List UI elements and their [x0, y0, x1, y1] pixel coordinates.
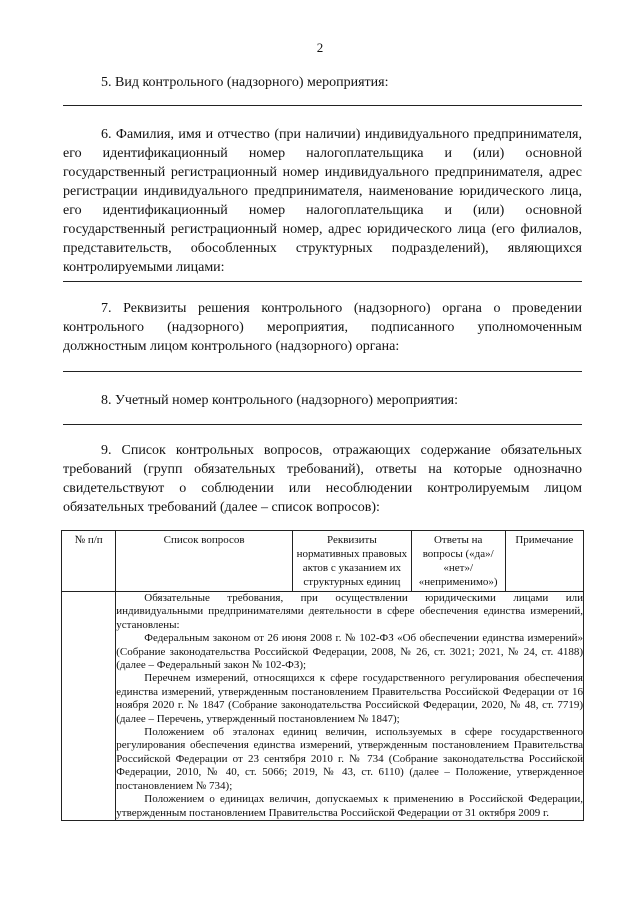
row-merged-text-cell	[116, 592, 584, 821]
section-5-text: 5. Вид контрольного (надзорного) мероприятия:	[101, 75, 389, 90]
table-header-row	[62, 531, 584, 592]
section-9-heading	[63, 441, 582, 517]
row-paragraph: Федеральным законом от 26 июня 2008 г. № 102-ФЗ «Об обеспечении единства измерений» (Собрание законодательства Российской Федерации, 2008, № 26, ст. 3021; 2021, № 24, ст. 4188) (далее – Федеральный закон № 102-ФЗ);	[116, 632, 583, 672]
questions-table	[61, 530, 584, 821]
row-number-cell	[62, 592, 116, 821]
section-6-heading	[63, 125, 582, 277]
header-legal-refs: Реквизиты нормативных правовых актов с указанием их структурных единиц	[293, 531, 412, 592]
section-9-text: 9. Список контрольных вопросов, отражающих содержание обязательных требований (групп обязательных требований), ответы на которые однозначно свидетельствуют о соблюдении или несоблюдении контролируемым лицом обязательных требований (далее – список вопросов):	[63, 443, 582, 515]
header-number: № п/п	[62, 531, 116, 592]
section-5-fill-line	[63, 105, 582, 106]
section-8-text: 8. Учетный номер контрольного (надзорного) мероприятия:	[101, 393, 459, 408]
section-8-heading	[63, 391, 582, 410]
page-number: 2	[316, 40, 324, 55]
row-paragraph: Положением о единицах величин, допускаемых к применению в Российской Федерации, утвержденным постановлением Правительства Российской Федерации от 31 октября 2009 г.	[116, 793, 583, 819]
section-6-text: 6. Фамилия, имя и отчество (при наличии) индивидуального предпринимателя, его идентификационный номер налогоплательщика и (или) основной государственный регистрационный номер индивидуального предпринимателя, адрес регистрации индивидуального предпринимателя, наименование юридического лица, его идентификационный номер налогоплательщика и (или) основной государственный регистрационный номер, адрес юридического лица (его филиалов, представительств, обособленных структурных подразделений), являющихся контролируемыми лицами:	[63, 127, 582, 275]
row-paragraph: Положением об эталонах единиц величин, используемых в сфере государственного регулирования обеспечения единства измерений, утвержденным постановлением Правительства Российской Федерации от 23 сентября 2010 г. № 734 (Собрание законодательства Российской Федерации, 2010, № 40, ст. 5066; 2019, № 43, ст. 6110) (далее – Положение, утвержденное постановлением № 734);	[116, 726, 583, 792]
header-notes: Примечание	[505, 531, 583, 592]
row-paragraph: Перечнем измерений, относящихся к сфере государственного регулирования обеспечения единства измерений, утвержденным постановлением Правительства Российской Федерации от 16 ноября 2020 г. № 1847 (Собрание законодательства Российской Федерации, 2020, № 48, ст. 7719) (далее – Перечень, утвержденный постановлением № 1847);	[116, 672, 583, 725]
header-questions: Список вопросов	[116, 531, 293, 592]
section-6-fill-line	[63, 281, 582, 282]
table-row	[62, 592, 584, 821]
row-paragraph: Обязательные требования, при осуществлении юридическими лицами или индивидуальными предпринимателями деятельности в сфере обеспечения единства измерений, установлены:	[116, 592, 583, 631]
section-7-text: 7. Реквизиты решения контрольного (надзорного) органа о проведении контрольного (надзорного) мероприятия, подписанного уполномоченным должностным лицом контрольного (надзорного) органа:	[63, 301, 582, 354]
section-8-fill-line	[63, 424, 582, 425]
section-5-heading	[63, 73, 582, 92]
section-7-heading	[63, 299, 582, 356]
section-7-fill-line	[63, 371, 582, 372]
header-answers: Ответы на вопросы («да»/ «нет»/ «неприменимо»)	[411, 531, 505, 592]
